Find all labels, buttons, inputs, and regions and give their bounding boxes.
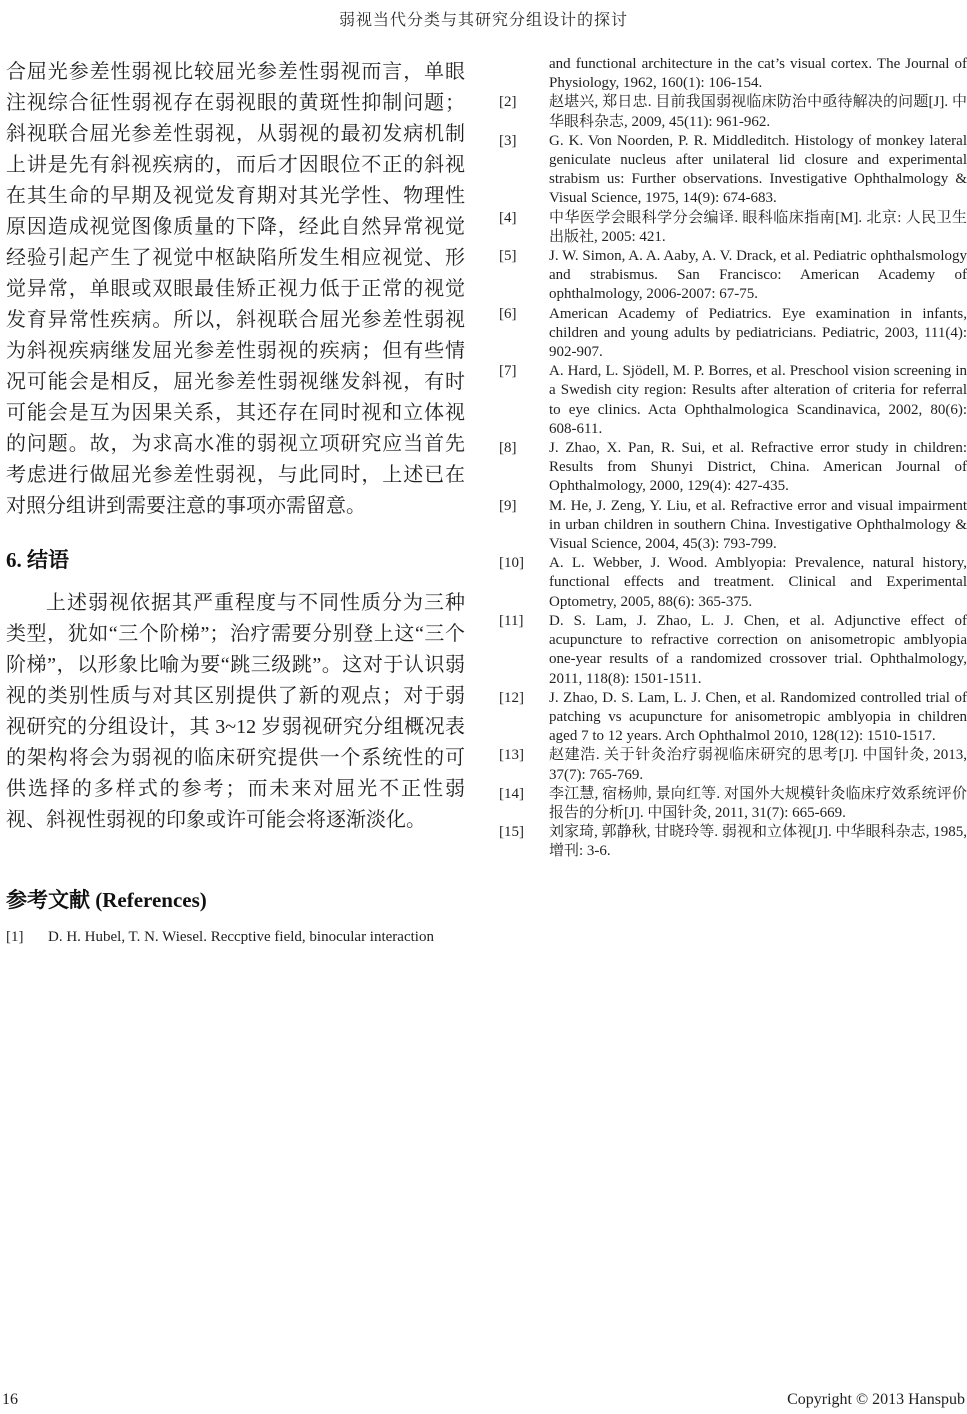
reference-text: G. K. Von Noorden, P. R. Middleditch. Histology of monkey lateral geniculate nucleus after unilateral lid closure and experimental strabism us: Further observations. Investigative Ophthalmology & Visual Science, 1975, 14(9): 674-683. [549, 132, 967, 207]
reference-text: J. Zhao, D. S. Lam, L. J. Chen, et al. Randomized controlled trial of patching vs acupuncture for anisometropic amblyopia in children aged 7 to 12 years. Arch Ophthalmol 2010, 128(12): 1510-1517. [549, 689, 967, 745]
reference-item [497, 785, 967, 823]
reference-item [497, 554, 967, 612]
references-heading: 参考文献 (References) [6, 888, 207, 912]
reference-number: [13] [499, 747, 524, 764]
section-heading-conclusion: 6. 结语 [6, 548, 69, 572]
reference-number: [12] [499, 689, 524, 706]
reference-number: [15] [499, 824, 524, 841]
reference-text: 刘家琦, 郭静秋, 甘晓玲等. 弱视和立体视[J]. 中华眼科杂志, 1985, 增刊: 3-6. [549, 824, 967, 860]
reference-item [497, 497, 967, 555]
reference-text: American Academy of Pediatrics. Eye examination in infants, children and young adults by pediatricians. Pediatric, 2003, 111(4): 902-907. [549, 305, 967, 361]
reference-item [6, 928, 465, 947]
reference-number: [4] [499, 209, 517, 226]
page-footer [2, 1391, 965, 1409]
reference-item [497, 93, 967, 131]
reference-text: 李江慧, 宿杨帅, 景向红等. 对国外大规模针灸临床疗效系统评价报告的分析[J]. 中国针灸, 2011, 31(7): 665-669. [549, 785, 967, 821]
reference-text: J. W. Simon, A. A. Aaby, A. V. Drack, et al. Pediatric ophthalsmology and strabismus. San Francisco: American Academy of ophthalmology, 2006-2007: 67-75. [549, 248, 967, 303]
reference-item [497, 247, 967, 305]
reference-item [497, 439, 967, 497]
reference-text: A. L. Webber, J. Wood. Amblyopia: Prevalence, natural history, functional effects and treatment. Clinical and Experimental Optometry, 2005, 88(6): 365-375. [549, 555, 967, 610]
reference-item [497, 209, 967, 247]
reference-number: [1] [6, 929, 24, 945]
reference-item [497, 746, 967, 784]
reference-number: [5] [499, 248, 517, 265]
reference-item [497, 305, 967, 363]
reference-text: D. S. Lam, J. Zhao, L. J. Chen, et al. Adjunctive effect of acupuncture to refractive correction on anisometropic amblyopia one-year results of a randomized crossover trial. Ophthalmology, 2011, 118(8): 1501-1511. [549, 612, 967, 687]
reference-item [497, 823, 967, 861]
reference-text: J. Zhao, X. Pan, R. Sui, et al. Refractive error study in children: Results from Shunyi District, China. American Journal of Ophthalmology, 2000, 129(4): 427-435. [549, 440, 967, 495]
body-paragraph-continuation: 合屈光参差性弱视比较屈光参差性弱视而言，单眼注视综合征性弱视存在弱视眼的黄斑性抑制问题；斜视联合屈光参差性弱视，从弱视的最初发病机制上讲是先有斜视疾病的，而后才因眼位不正的斜视在其生命的早期及视觉发育期对其光学性、物理性原因造成视觉图像质量的下降，经此自然异常视觉经验引起产生了视觉中枢缺陷所发生相应视觉、形觉异常，单眼或双眼最佳矫正视力低于正常的视觉发育异常性疾病。所以，斜视联合屈光参差性弱视为斜视疾病继发屈光参差性弱视的疾病；但有些情况可能会是相反，屈光参差性弱视继发斜视，有时可能会是互为因果关系，其还存在同时视和立体视的问题。故，为求高水准的弱视立项研究应当首先考虑进行做屈光参差性弱视，与此同时，上述已在对照分组讲到需要注意的事项亦需留意。 [6, 61, 465, 517]
reference-number: [9] [499, 497, 517, 514]
reference-item [497, 132, 967, 209]
reference-number: [11] [499, 612, 524, 629]
right-column [497, 55, 967, 862]
left-column [6, 0, 465, 1380]
reference-item [497, 362, 967, 439]
conclusion-paragraph: 上述弱视依据其严重程度与不同性质分为三种类型，犹如“三个阶梯”；治疗需要分别登上这“三个阶梯”，以形象比喻为要“跳三级跳”。这对于认识弱视的类别性质与对其区别提供了新的观点；对于弱视研究的分组设计，其 3~12 岁弱视研究分组概况表的架构将会为弱视的临床研究提供一个系统性的可供选择的多样式的参考；而未来对屈光不正性弱视、斜视性弱视的印象或许可能会将逐渐淡化。 [6, 592, 465, 831]
reference-number: [10] [499, 555, 524, 572]
reference-number: [14] [499, 785, 524, 802]
reference-text: M. He, J. Zeng, Y. Liu, et al. Refractive error and visual impairment in urban children in southern China. Investigative Ophthalmology & Visual Science, 2004, 45(3): 793-799. [549, 497, 967, 553]
reference-text: D. H. Hubel, T. N. Wiesel. Reccptive field, binocular interaction [48, 929, 434, 945]
reference-number: [8] [499, 440, 517, 457]
reference-number: [6] [499, 305, 517, 322]
reference-text: A. Hard, L. Sjödell, M. P. Borres, et al. Preschool vision screening in a Swedish city region: Results after alteration of criteria for referral to eye clinics. Acta Ophthalmologica Scandinavica, 2002, 80(6): 608-611. [549, 363, 967, 437]
reference-number: [3] [499, 132, 517, 149]
reference-continuation: and functional architecture in the cat’s visual cortex. The Journal of Physiology, 1962, 160(1): 106-154. [549, 56, 967, 92]
running-head-title: 弱视当代分类与其研究分组设计的探讨 [338, 12, 628, 29]
copyright-notice: Copyright © 2013 Hanspub [787, 1391, 965, 1408]
reference-number: [7] [499, 363, 517, 380]
reference-number: [2] [499, 94, 517, 111]
reference-item [497, 689, 967, 747]
reference-text: 赵建浩. 关于针灸治疗弱视临床研究的思考[J]. 中国针灸, 2013, 37(7): 765-769. [549, 747, 967, 783]
page-number: 16 [2, 1391, 18, 1408]
reference-text: 赵堪兴, 郑日忠. 目前我国弱视临床防治中亟待解决的问题[J]. 中华眼科杂志, 2009, 45(11): 961-962. [549, 94, 967, 130]
reference-item [497, 612, 967, 689]
reference-text: 中华医学会眼科学分会编译. 眼科临床指南[M]. 北京: 人民卫生出版社, 2005: 421. [549, 209, 967, 245]
